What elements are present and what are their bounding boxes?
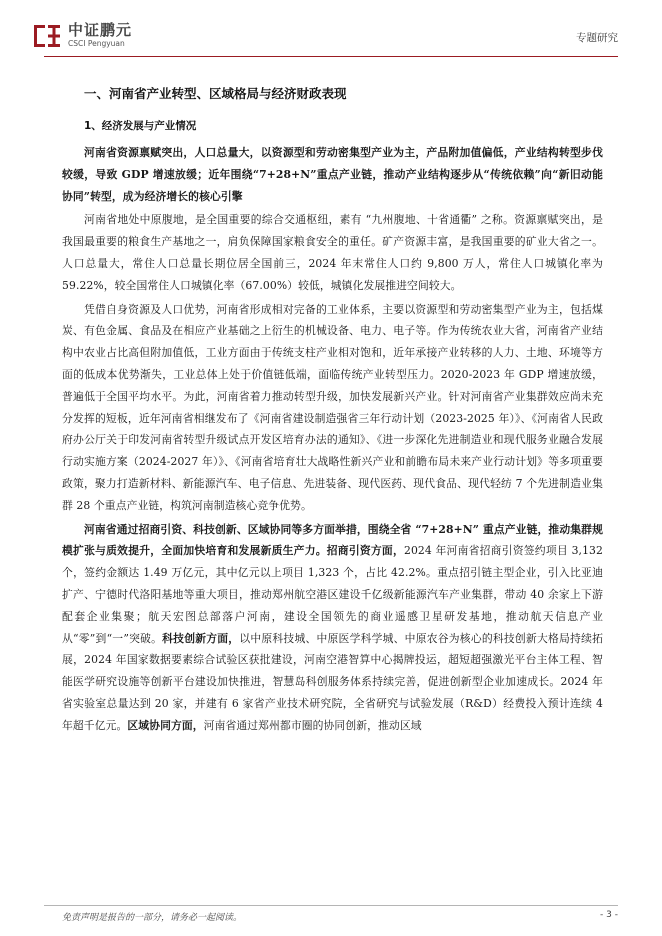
tech-innovation-text: 以中原科技城、中原医学科学城、中原农谷为核心的科技创新大格局持续拓展，2024 年国家数据要素综合试验区获批建设，河南空港智算中心揭牌投运，超短超强激光平台主体工程、智能医学研究设施等创新平台建设加快推进，智慧岛科创服务体系持续完善，促进创新型企业加速成长。2024 年省实验室总量达到 20 家，并建有 6 家省产业技术研究院，全省研究与试验发展（R&D）经费投入预计连续 4 年超千亿元。 [62,631,603,732]
document-type: 专题研究 [576,32,618,44]
page-header [0,0,662,60]
page-number: - 3 - [600,910,618,920]
body-paragraph-industry: 凭借自身资源及人口优势，河南省形成相对完备的工业体系，主要以资源型和劳动密集型产业为主，包括煤炭、有色金属、食品及在相应产业基础之上衍生的机械设备、电力、电子等。作为传统农业大省，河南省产业结构中农业占比高但附加值低，工业方面由于传统支柱产业相对饱和，近年承接产业转移的人力、土地、环境等方面的低成本优势渐失，工业总体上处于价值链低端，面临传统产业转型压力。2020-2023 年 GDP 增速放缓，普遍低于全国平均水平。为此，河南省着力推动转型升级，加快发展新兴产业。针对河南省产业集群效应尚未充分发挥的短板，近年河南省相继发布了《河南省建设制造强省三年行动计划（2023-2025 年）》、《河南省人民政府办公厅关于印发河南省转型升级试点开发区培育办法的通知》、《进一步深化先进制造业和现代服务业融合发展行动实施方案（2024-2027 年）》、《河南省培育壮大战略性新兴产业和前瞻布局未来产业行动计划》等多项重要政策，聚力打造新材料、新能源汽车、电子信息、先进装备、现代医药、现代食品、现代轻纺 7 个先进制造业集群 28 个重点产业链，构筑河南制造核心竞争优势。 [62,302,603,512]
tech-innovation-label: 科技创新方面， [162,631,240,645]
measures-lead: 河南省通过招商引资、科技创新、区域协同等多方面举措，围绕全省 “7+28+N” 重点产业链，推动集群规模扩张与质效提升，全面加快培育和发展新质生产力。招商引资方面， [62,522,603,558]
subsection-title: 1、经济发展与产业情况 [84,120,197,132]
brand-name-cn: 中证鹏元 [68,21,133,39]
regional-synergy-label: 区域协同方面， [127,718,204,732]
logo-icon [32,22,62,50]
footer-divider [44,905,618,906]
body-paragraph-location: 河南省地处中原腹地，是全国重要的综合交通枢纽，素有 “九州腹地、十省通衢” 之称。资源禀赋突出，是我国最重要的粮食生产基地之一，肩负保障国家粮食安全的重任。矿产资源丰富，是我国重要的矿业大省之一。人口总量大，常住人口总量长期位居全国前三，2024 年末常住人口约 9,800 万人，常住人口城镇化率为 59.22%，较全国常住人口城镇化率（67.00%）较低，城镇化发展推进空间较大。 [62,213,603,292]
footer-disclaimer: 免责声明是报告的一部分，请务必一起阅读。 [62,913,243,923]
investment-text: 2024 年河南省招商引资签约项目 3,132 个，签约金额达 1.49 万亿元，其中亿元以上项目 1,323 个，占比 42.2%。重点招引链主型企业，引入比亚迪扩产、宁德时代洛阳基地等重大项目，推动郑州航空港区建设千亿级新能源汽车产业集群，带动 40 余家上下游配套企业集聚；航天宏图总部落户河南，建设全国领先的商业遥感卫星研发基地，推动航天信息产业从“零”到“一”突破。 [62,544,603,645]
brand-name-en: CSCI Pengyuan [68,39,125,48]
summary-paragraph: 河南省资源禀赋突出，人口总量大，以资源型和劳动密集型产业为主，产品附加值偏低，产业结构转型步伐较缓，导致 GDP 增速放缓；近年围绕“7+28+N”重点产业链，推动产业结构逐步从“传统依赖”向“新旧动能协同”转型，成为经济增长的核心引擎 [62,146,603,203]
regional-synergy-text: 河南省通过郑州都市圈的协同创新，推动区域 [203,718,422,732]
header-divider [44,56,618,57]
body-paragraph-measures [62,519,603,737]
main-content [62,84,603,737]
section-title: 一、河南省产业转型、区域格局与经济财政表现 [84,86,347,101]
brand [68,22,132,49]
